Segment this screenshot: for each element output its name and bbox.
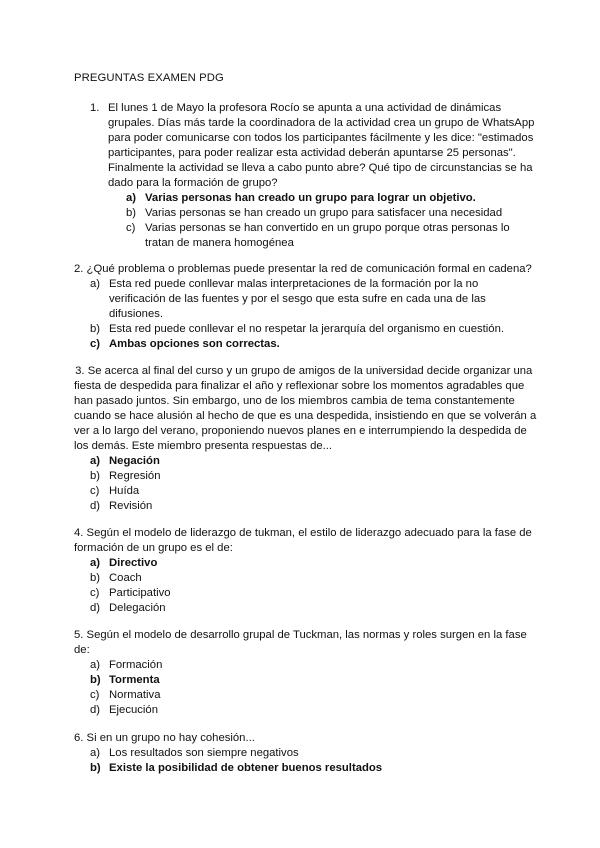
question-number: 1. — [90, 102, 100, 114]
question-text-line: 5. Según el modelo de desarrollo grupal de Tuckman, las normas y roles surgen en la fase — [74, 629, 527, 641]
option-text: Delegación — [109, 602, 166, 614]
option-text: Esta red puede conllevar malas interpretaciones de la formación por la no — [109, 278, 479, 290]
question-text-line: cuando se hace alusión al hecho de que es una despedida, insistiendo en que se volverán a — [74, 410, 537, 422]
question-text-line: fiesta de despedida para finalizar el año y reflexionar sobre los momentos agradables que — [74, 380, 525, 392]
option-text: Existe la posibilidad de obtener buenos resultados — [109, 762, 383, 774]
option-letter: c) — [126, 222, 136, 234]
question-text-line: los demás. Este miembro presenta respuestas de... — [74, 440, 333, 452]
question-text-line: dado para la formación de grupo? — [108, 177, 278, 189]
option — [90, 658, 162, 673]
option-text: Negación — [109, 455, 160, 467]
option — [126, 206, 502, 221]
option-text: Huída — [109, 485, 140, 497]
option-letter: b) — [90, 323, 101, 335]
document-title: PREGUNTAS EXAMEN PDG — [74, 72, 224, 84]
option-letter: d) — [90, 500, 101, 512]
option-correct — [126, 191, 476, 206]
option — [90, 322, 504, 337]
option — [90, 469, 161, 484]
question-text-line: grupales. Días más tarde la coordinadora de la actividad crea un grupo de WhatsApp — [108, 117, 535, 129]
question-text-line: ver a lo largo del verano, proponiendo nuevos planes en e interrumpiendo la despedida de — [74, 425, 527, 437]
option-letter: d) — [90, 602, 101, 614]
question-text-line: El lunes 1 de Mayo la profesora Rocío se apunta a una actividad de dinámicas — [108, 102, 502, 114]
option-text: Varias personas se han convertido en un grupo porque otras personas lo — [145, 222, 510, 234]
question-text-line: participantes, para poder realizar esta actividad deberán apuntarse 25 personas". — [108, 147, 516, 159]
question-text-line: 3. Se acerca al final del curso y un grupo de amigos de la universidad decide organizar una — [72, 365, 533, 377]
option-letter: a) — [126, 192, 137, 204]
option-correct — [90, 673, 160, 688]
option-letter: b) — [90, 572, 101, 584]
option-letter: a) — [90, 659, 101, 671]
option-text: Coach — [109, 572, 142, 584]
option-text: Revisión — [109, 500, 153, 512]
option-text-continuation: difusiones. — [109, 308, 164, 320]
option-letter: c) — [90, 689, 100, 701]
option-text: Tormenta — [109, 674, 160, 686]
option — [90, 571, 142, 586]
option-text: Varias personas han creado un grupo para lograr un objetivo. — [145, 192, 476, 204]
option-text: Normativa — [109, 689, 161, 701]
option-letter: a) — [90, 557, 101, 569]
option — [90, 601, 166, 616]
question-text-line: han pasado juntos. Sin embargo, uno de los miembros cambia de tema constantemente — [74, 395, 515, 407]
option — [90, 484, 139, 499]
question-text-line: formación de un grupo es el de: — [74, 542, 233, 554]
option-text: Directivo — [109, 557, 158, 569]
option-text: Varias personas se han creado un grupo para satisfacer una necesidad — [145, 207, 503, 219]
question-text-line: de: — [74, 644, 90, 656]
option-correct — [90, 761, 382, 776]
question-text-line: Finalmente la actividad se lleva a cabo punto abre? Qué tipo de circunstancias se ha — [108, 162, 533, 174]
option-letter: b) — [126, 207, 137, 219]
option — [90, 277, 478, 292]
option — [90, 688, 160, 703]
option — [90, 499, 152, 514]
option-correct — [90, 454, 160, 469]
option — [126, 221, 510, 236]
question-text-line: 6. Si en un grupo no hay cohesión... — [74, 732, 255, 744]
option-text: Regresión — [109, 470, 161, 482]
question-text-line: 2. ¿Qué problema o problemas puede presentar la red de comunicación formal en cadena? — [74, 263, 532, 275]
option-correct — [90, 556, 157, 571]
option-text: Ejecución — [109, 704, 158, 716]
option-correct — [90, 337, 280, 352]
option-letter: a) — [90, 455, 101, 467]
option-text: Los resultados son siempre negativos — [109, 747, 299, 759]
question-text-line: 4. Según el modelo de liderazgo de tukman, el estilo de liderazgo adecuado para la fase de — [74, 527, 532, 539]
option-text: Formación — [109, 659, 163, 671]
option — [90, 746, 299, 761]
option-text: Esta red puede conllevar el no respetar la jerarquía del organismo en cuestión. — [109, 323, 504, 335]
option-letter: a) — [90, 747, 101, 759]
option-text: Ambas opciones son correctas. — [109, 338, 280, 350]
option-letter: a) — [90, 278, 101, 290]
option-text: Participativo — [109, 587, 171, 599]
option-letter: b) — [90, 674, 101, 686]
option — [90, 586, 171, 601]
option-text-continuation: tratan de manera homogénea — [145, 237, 294, 249]
option-letter: b) — [90, 762, 101, 774]
question-text-line: para poder comunicarse con todos los participantes fácilmente y les dice: "estimados — [108, 132, 534, 144]
option — [90, 703, 158, 718]
option-letter: c) — [90, 587, 100, 599]
option-letter: d) — [90, 704, 101, 716]
option-letter: c) — [90, 338, 101, 350]
option-text-continuation: verificación de las fuentes y por el sesgo que esta sufre en cada una de las — [109, 293, 486, 305]
option-letter: b) — [90, 470, 101, 482]
option-letter: c) — [90, 485, 100, 497]
